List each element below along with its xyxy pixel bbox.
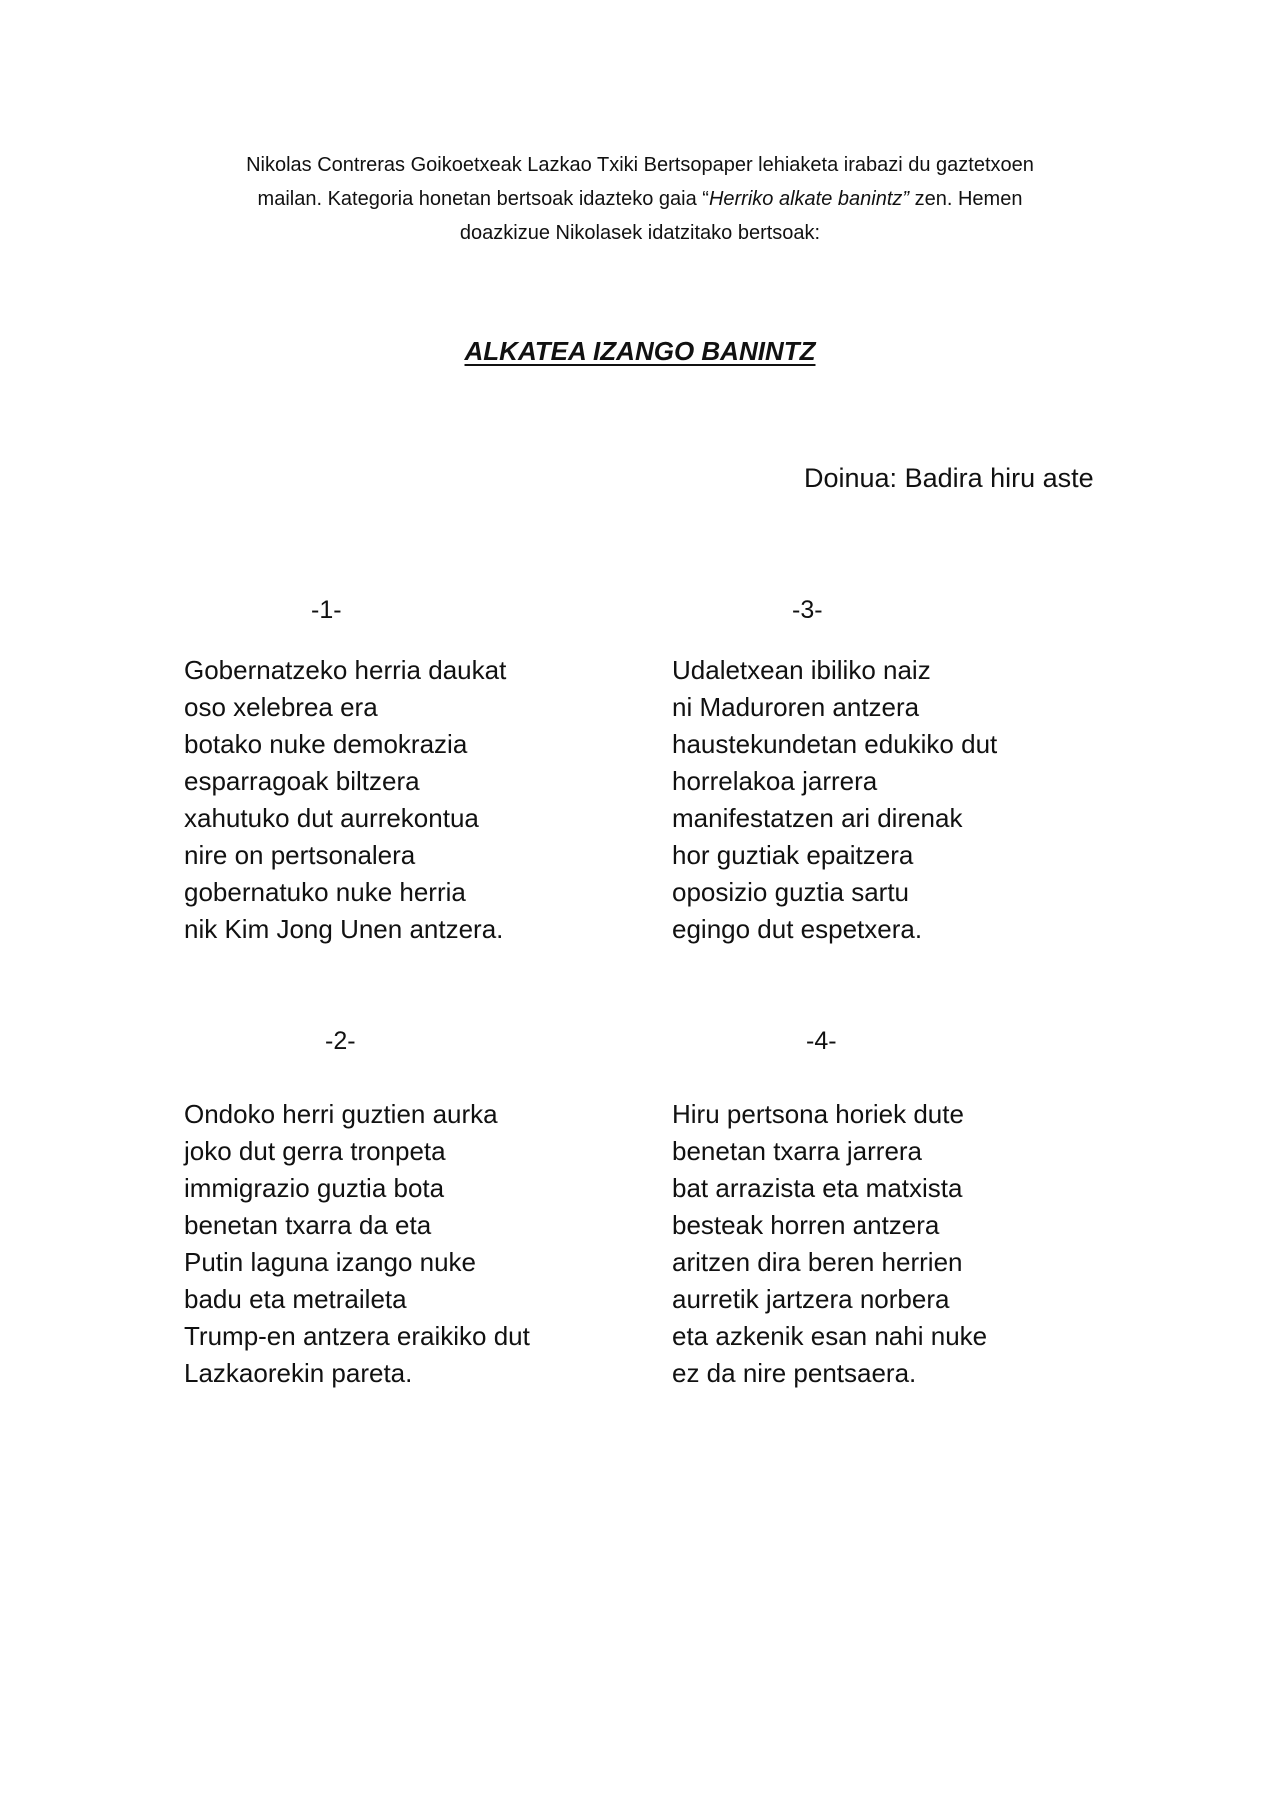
verse-line: joko dut gerra tronpeta (184, 1136, 446, 1166)
verse-line: immigrazio guztia bota (184, 1173, 445, 1203)
verse-line: benetan txarra da eta (184, 1210, 432, 1240)
intro-line-1: Nikolas Contreras Goikoetxeak Lazkao Txiki Bertsopaper lehiaketa irabazi du gaztetxoen (246, 154, 1034, 176)
intro-line-2-start: mailan. Kategoria honetan bertsoak idazteko gaia “ (257, 188, 709, 210)
verse-line: xahutuko dut aurrekontua (184, 803, 479, 833)
verse-number: -1- (311, 596, 342, 624)
intro-paragraph (190, 148, 1090, 250)
verse-line: gobernatuko nuke herria (184, 877, 466, 907)
verse-line: esparragoak biltzera (184, 766, 420, 796)
verse-line: besteak horren antzera (672, 1210, 940, 1240)
verse-line: horrelakoa jarrera (672, 766, 878, 796)
verse-lines (672, 1096, 987, 1392)
verse-line: Gobernatzeko herria daukat (184, 655, 507, 685)
verse-line: hor guztiak epaitzera (672, 840, 914, 870)
verse-line: Trump-en antzera eraikiko dut (184, 1321, 530, 1351)
verse-line: eta azkenik esan nahi nuke (672, 1321, 988, 1351)
verse-number: -2- (325, 1027, 356, 1055)
verse-line: benetan txarra jarrera (672, 1136, 923, 1166)
verse-line: badu eta metraileta (184, 1284, 407, 1314)
verse-lines (184, 1096, 530, 1392)
verse-line: aurretik jartzera norbera (672, 1284, 950, 1314)
verse-line: ni Maduroren antzera (672, 692, 920, 722)
verse-line: egingo dut espetxera. (672, 914, 923, 944)
verse-line: Putin laguna izango nuke (184, 1247, 477, 1277)
intro-line-3: doazkizue Nikolasek idatzitako bertsoak: (459, 222, 821, 244)
verse-line: nire on pertsonalera (184, 840, 416, 870)
verse-line: aritzen dira beren herrien (672, 1247, 963, 1277)
verse-number: -3- (792, 596, 823, 624)
verse-line: Udaletxean ibiliko naiz (672, 655, 931, 685)
verse-line: ez da nire pentsaera. (672, 1358, 917, 1388)
verse-line: manifestatzen ari direnak (672, 803, 963, 833)
verse-line: Hiru pertsona horiek dute (672, 1099, 964, 1129)
verse-line: Ondoko herri guztien aurka (184, 1099, 498, 1129)
verse-line: oso xelebrea era (184, 692, 378, 722)
intro-line-2 (190, 182, 1090, 216)
verse-line: Lazkaorekin pareta. (184, 1358, 413, 1388)
verse-lines (184, 652, 506, 948)
verse-line: haustekundetan edukiko dut (672, 729, 998, 759)
verse-number: -4- (806, 1027, 837, 1055)
intro-line-2-end: zen. Hemen (909, 188, 1023, 210)
verse-line: botako nuke demokrazia (184, 729, 468, 759)
intro-topic-emphasis: Herriko alkate banintz” (708, 188, 910, 210)
verse-lines (672, 652, 997, 948)
verse-line: oposizio guztia sartu (672, 877, 910, 907)
poem-title: ALKATEA IZANGO BANINTZ (464, 336, 816, 366)
melody-note: Doinua: Badira hiru aste (804, 463, 1094, 493)
verse-line: bat arrazista eta matxista (672, 1173, 963, 1203)
verse-line: nik Kim Jong Unen antzera. (184, 914, 504, 944)
